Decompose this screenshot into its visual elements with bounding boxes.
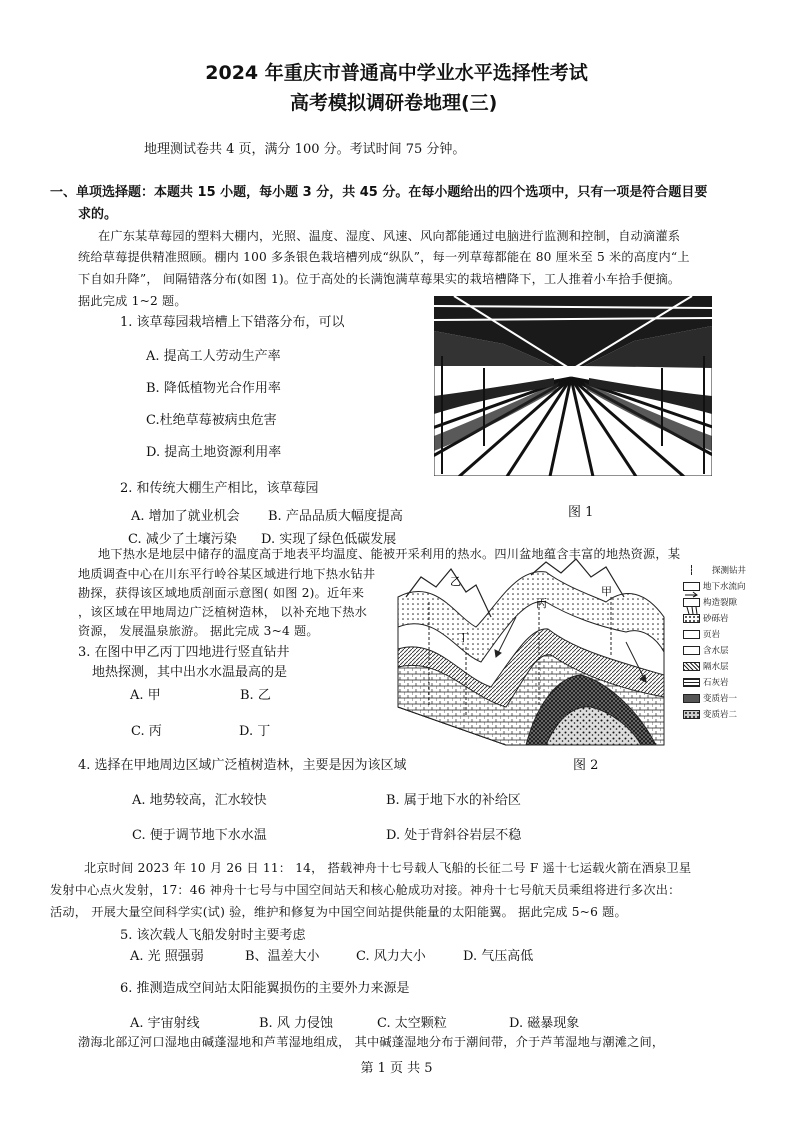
q4-option-a[interactable]: A. 地势较高，汇水较快 bbox=[132, 793, 267, 808]
q4-option-b[interactable]: B. 属于地下水的补给区 bbox=[386, 793, 521, 808]
place-label-ding: 丁 bbox=[458, 631, 469, 644]
legend-item: 含水层 bbox=[683, 642, 763, 658]
passage2-line: ，该区域在甲地周边广泛植树造林， 以补充地下热水 bbox=[78, 605, 367, 619]
legend-item: 页岩 bbox=[683, 626, 763, 642]
legend-item: 变质岩二 bbox=[683, 706, 763, 722]
q2-option-d[interactable]: D. 实现了绿色低碳发展 bbox=[261, 532, 397, 547]
figure2-geologic-section bbox=[396, 557, 678, 747]
q6-option-a[interactable]: A. 宇宙射线 bbox=[130, 1016, 200, 1031]
passage2-line: 勘探，获得该区域地质剖面示意图( 如图 2)。近年来 bbox=[78, 586, 365, 600]
q2-option-b[interactable]: B. 产品品质大幅度提高 bbox=[268, 509, 403, 524]
aquifer-swatch bbox=[683, 646, 700, 655]
passage3-line: 活动， 开展大量空间科学实(试) 验，维护和修复为中国空间站提供能量的太阳能翼。 据此完成 5~6 题。 bbox=[50, 905, 627, 919]
q4-option-d[interactable]: D. 处于背斜谷岩层不稳 bbox=[386, 828, 522, 843]
q2-stem: 2. 和传统大棚生产相比，该草莓园 bbox=[120, 481, 319, 496]
passage4-line: 渤海北部辽河口湿地由碱蓬湿地和芦苇湿地组成， 其中碱蓬湿地分布于潮间带，介于芦苇湿地与潮滩之间， bbox=[78, 1035, 665, 1049]
q6-stem: 6. 推测造成空间站太阳能翼损伤的主要外力来源是 bbox=[120, 981, 410, 996]
figure1-greenhouse-photo bbox=[434, 296, 712, 476]
passage1-line: 在广东某草莓园的塑料大棚内，光照、温度、湿度、风速、风向都能通过电脑进行监测和控制，自动滴灌系 bbox=[98, 229, 681, 243]
passage3-line: 发射中心点火发射，17：46 神舟十七号与中国空间站天和核心舱成功对接。神舟十七号航天员乘组将进行多次出： bbox=[50, 883, 681, 897]
fracture-icon bbox=[683, 598, 700, 607]
metamorphic2-swatch bbox=[683, 710, 700, 719]
q5-option-d[interactable]: D. 气压高低 bbox=[463, 949, 534, 964]
page-number: 第 1 页 共 5 bbox=[360, 1061, 433, 1076]
q3-stem-cont: 地热探测，其中出水水温最高的是 bbox=[92, 665, 288, 680]
figure2-caption: 图 2 bbox=[573, 758, 599, 773]
q1-stem: 1. 该草莓园栽培槽上下错落分布，可以 bbox=[120, 315, 345, 330]
q4-option-c[interactable]: C. 便于调节地下水水温 bbox=[132, 828, 267, 843]
q1-option-a[interactable]: A. 提高工人劳动生产率 bbox=[146, 349, 281, 364]
aquiclude-swatch bbox=[683, 662, 700, 671]
q3-option-c[interactable]: C. 丙 bbox=[131, 724, 162, 739]
passage1-line: 据此完成 1~2 题。 bbox=[78, 294, 187, 308]
legend-item: 石灰岩 bbox=[683, 674, 763, 690]
q6-option-c[interactable]: C. 太空颗粒 bbox=[377, 1016, 447, 1031]
q5-option-a[interactable]: A. 光 照强弱 bbox=[130, 949, 204, 964]
sandstone-swatch bbox=[683, 614, 700, 623]
page-title: 2024 年重庆市普通高中学业水平选择性考试 bbox=[205, 62, 588, 84]
intro-text: 地理测试卷共 4 页，满分 100 分。考试时间 75 分钟。 bbox=[144, 142, 466, 157]
figure1-caption: 图 1 bbox=[568, 505, 594, 520]
q5-option-b[interactable]: B、温差大小 bbox=[245, 949, 320, 964]
q1-option-c[interactable]: C.杜绝草莓被病虫危害 bbox=[146, 413, 277, 428]
legend-item: 探测钻井 bbox=[683, 562, 763, 578]
shale-swatch bbox=[683, 630, 700, 639]
place-label-jia: 甲 bbox=[601, 585, 612, 598]
passage1-line: 统给草莓提供精准照顾。棚内 100 多条银色栽培槽列成“纵队”，每一列草莓都能在 80 厘米至 5 米的高度内“上 bbox=[78, 250, 690, 264]
legend-item: 变质岩一 bbox=[683, 690, 763, 706]
q1-option-b[interactable]: B. 降低植物光合作用率 bbox=[146, 381, 281, 396]
legend-item: 地下水流向 bbox=[683, 578, 763, 594]
q2-option-a[interactable]: A. 增加了就业机会 bbox=[131, 509, 240, 524]
q6-option-d[interactable]: D. 磁暴现象 bbox=[509, 1016, 580, 1031]
figure2-legend bbox=[683, 562, 763, 722]
passage2-line: 地质调查中心在川东平行岭谷某区域进行地下热水钻井 bbox=[78, 567, 376, 581]
drill-well-icon bbox=[691, 565, 709, 575]
section-heading-cont: 求的。 bbox=[78, 207, 118, 222]
place-label-yi: 乙 bbox=[450, 575, 461, 588]
q3-option-a[interactable]: A. 甲 bbox=[130, 688, 161, 703]
passage1-line: 下自如升降”， 间隔错落分布(如图 1)。位于高处的长满饱满草莓果实的栽培槽降下，工人推着小车拾手便摘。 bbox=[78, 272, 681, 286]
place-label-bing: 丙 bbox=[536, 597, 547, 610]
q2-option-c[interactable]: C. 减少了土壤污染 bbox=[128, 532, 237, 547]
q3-option-b[interactable]: B. 乙 bbox=[240, 688, 271, 703]
passage3-line: 北京时间 2023 年 10 月 26 日 11： 14， 搭载神舟十七号载人飞船的长征二号 F 遥十七运载火箭在酒泉卫星 bbox=[84, 861, 692, 875]
metamorphic1-swatch bbox=[683, 694, 700, 703]
section-heading: 一、单项选择题：本题共 15 小题，每小题 3 分，共 45 分。在每小题给出的四个选项中，只有一项是符合题目要 bbox=[50, 185, 708, 200]
q3-option-d[interactable]: D. 丁 bbox=[239, 724, 271, 739]
q6-option-b[interactable]: B. 风 力侵蚀 bbox=[259, 1016, 333, 1031]
q1-option-d[interactable]: D. 提高土地资源利用率 bbox=[146, 445, 282, 460]
legend-item: 隔水层 bbox=[683, 658, 763, 674]
passage2-line: 资源， 发展温泉旅游。 据此完成 3~4 题。 bbox=[78, 624, 319, 638]
flow-arrow-icon bbox=[683, 582, 700, 591]
page-subtitle: 高考模拟调研卷地理(三) bbox=[290, 92, 498, 114]
passage2-line: 地下热水是地层中储存的温度高于地表平均温度、能被开采利用的热水。四川盆地蕴含丰富的地热资源，某 bbox=[98, 547, 681, 561]
q5-option-c[interactable]: C. 风力大小 bbox=[356, 949, 426, 964]
q3-stem: 3. 在图中甲乙丙丁四地进行竖直钻井 bbox=[78, 645, 290, 660]
limestone-swatch bbox=[683, 678, 700, 687]
q4-stem: 4. 选择在甲地周边区域广泛植树造林，主要是因为该区域 bbox=[78, 758, 407, 773]
legend-item: 砂砾岩 bbox=[683, 610, 763, 626]
q5-stem: 5. 该次载人飞船发射时主要考虑 bbox=[120, 928, 306, 943]
legend-item: 构造裂隙 bbox=[683, 594, 763, 610]
